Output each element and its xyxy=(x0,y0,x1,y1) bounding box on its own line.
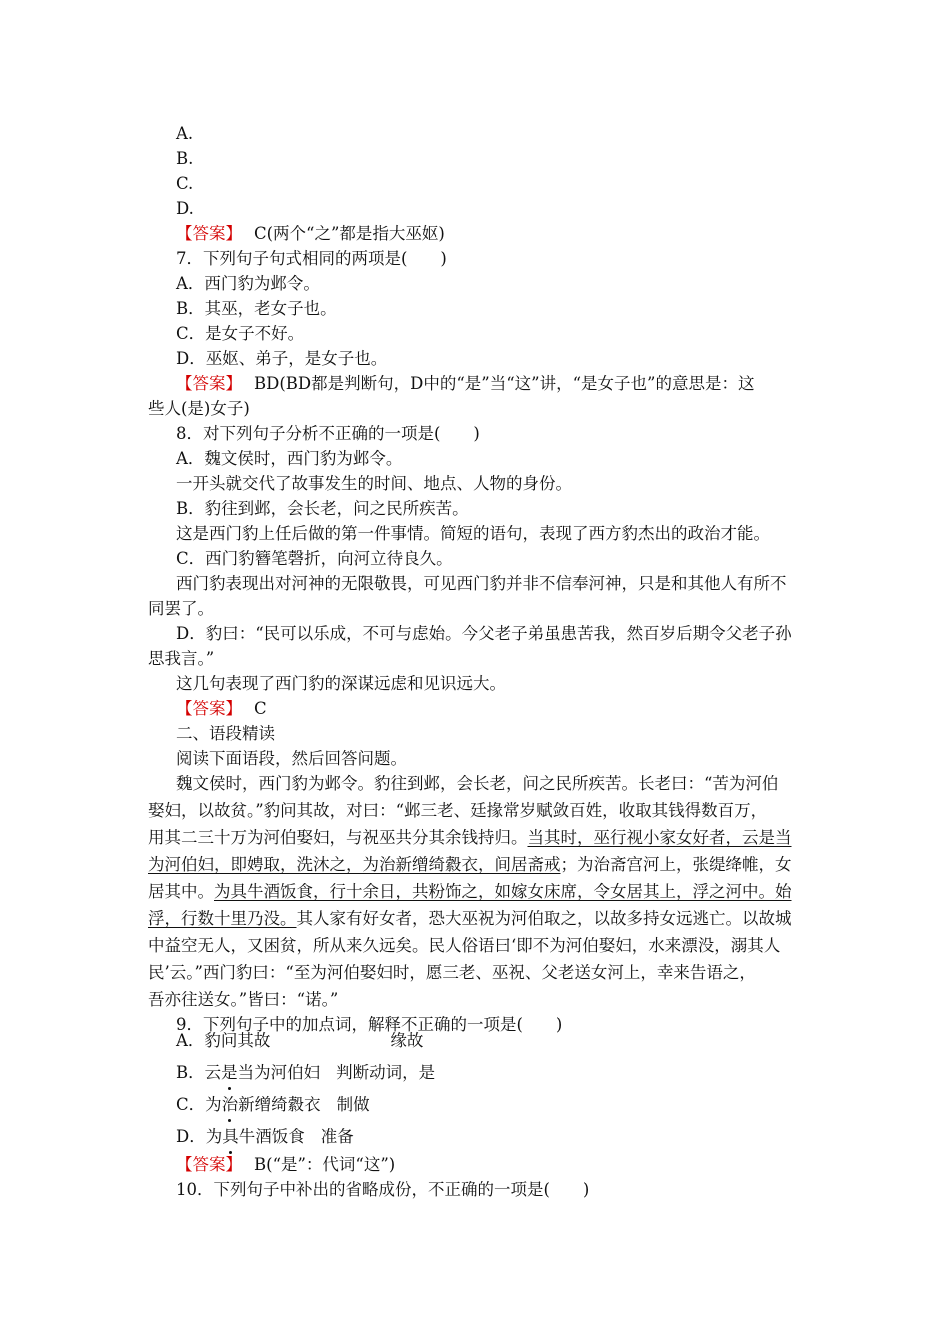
underlined-sentence: 浮，行数十里乃没。 xyxy=(148,909,297,928)
passage-line: 魏文侯时，西门豹为邺令。豹往到邺，会长老，问之民所疾苦。长老曰：“苦为河伯 xyxy=(176,774,779,793)
dotted-word: 具 xyxy=(222,1124,239,1149)
passage-line xyxy=(148,879,792,904)
option-gloss: 制做 xyxy=(336,1095,370,1114)
passage-line: 民’云。”西门豹曰：“至为河伯娶妇时，愿三老、巫祝、父老送女河上，幸来告语之， xyxy=(148,963,756,982)
dotted-word: 治 xyxy=(222,1092,239,1117)
answer-tag: 【答案】 xyxy=(176,224,242,243)
q9-stem: 9．下列句子中的加点词，解释不正确的一项是( ) xyxy=(176,1015,563,1034)
option-gloss: 缘故 xyxy=(390,1031,424,1050)
q7-option-c: C．是女子不好。 xyxy=(176,324,305,343)
section-instruction: 阅读下面语段，然后回答问题。 xyxy=(176,749,407,768)
answer-tag: 【答案】 xyxy=(176,374,242,393)
passage-line: 吾亦往送女。”皆曰：“诺。” xyxy=(148,990,339,1009)
q6-option-b: B. xyxy=(176,149,194,168)
q6-answer-text: C(两个“之”都是指大巫妪) xyxy=(254,224,445,243)
passage-line xyxy=(148,825,792,850)
option-text: B．云 xyxy=(176,1063,222,1082)
option-text: 当为河伯妇 xyxy=(237,1063,321,1082)
passage-line xyxy=(148,906,792,931)
option-text: 牛酒饭食 xyxy=(238,1127,305,1146)
q7-answer-cont: 些人(是)女子) xyxy=(148,399,250,418)
q7-stem: 7．下列句子句式相同的两项是( ) xyxy=(176,249,447,268)
answer-tag: 【答案】 xyxy=(176,1155,242,1174)
q9-answer xyxy=(176,1152,395,1177)
passage-text: 用其二三十万为河伯娶妇，与祝巫共分其余钱持归。 xyxy=(148,828,528,847)
option-text: 故 xyxy=(253,1031,271,1050)
q7-option-a: A．西门豹为邺令。 xyxy=(176,274,320,293)
q6-option-c: C. xyxy=(176,174,194,193)
section-title: 二、语段精读 xyxy=(176,724,275,743)
q8-option-a: A．魏文侯时，西门豹为邺令。 xyxy=(176,449,403,468)
q8-option-c-note-cont: 同罢了。 xyxy=(148,599,214,618)
answer-tag: 【答案】 xyxy=(176,699,242,718)
q6-option-d: D. xyxy=(176,199,194,218)
option-gloss: 判断动词，是 xyxy=(336,1063,436,1082)
q8-answer-text: C xyxy=(254,699,267,718)
q7-answer-text: BD(BD都是判断句，D中的“是”当“这”讲，“是女子也”的意思是：这 xyxy=(254,374,755,393)
passage-line: 娶妇，以故贫。”豹问其故，对曰：“邺三老、廷掾常岁赋敛百姓，收取其钱得数百万， xyxy=(148,801,768,820)
underlined-sentence: 为具牛酒饭食，行十余日，共粉饰之，如嫁女床席，令女居其上，浮之河中。 xyxy=(214,882,775,901)
q8-option-c-note: 西门豹表现出对河神的无限敬畏，可见西门豹并非不信奉河神，只是和其他人有所不 xyxy=(176,574,787,593)
option-text: D．为 xyxy=(176,1127,223,1146)
q9-answer-text: B(“是”：代词“这”) xyxy=(254,1155,396,1174)
q6-option-a: A. xyxy=(176,124,194,143)
passage-line xyxy=(148,852,792,877)
underlined-sentence: 始 xyxy=(775,882,792,901)
passage-line: 中益空无人，又困贫，所从来久远矣。民人俗语曰‘即不为河伯娶妇，水来漂没，溺其人 xyxy=(148,936,781,955)
q8-option-c: C．西门豹簪笔磬折，向河立待良久。 xyxy=(176,549,453,568)
q8-option-d-note: 这几句表现了西门豹的深谋远虑和见识远大。 xyxy=(176,674,506,693)
q7-answer xyxy=(176,371,755,396)
q8-option-b-note: 这是西门豹上任后做的第一件事情。简短的语句，表现了西方豹杰出的政治才能。 xyxy=(176,524,770,543)
q7-option-d: D．巫妪、弟子，是女子也。 xyxy=(176,349,388,368)
q9-option-b xyxy=(176,1060,435,1085)
q9-option-c xyxy=(176,1092,370,1117)
q8-stem: 8．对下列句子分析不正确的一项是( ) xyxy=(176,424,480,443)
option-text: 新缯绮縠衣 xyxy=(238,1095,321,1114)
q9-option-a xyxy=(176,1028,423,1053)
option-gloss: 准备 xyxy=(320,1127,354,1146)
q9-option-d xyxy=(176,1124,354,1149)
underlined-sentence: 为河伯妇，即娉取，洗沐之，为治新缯绮縠衣，间居斋戒 xyxy=(148,855,561,874)
q8-option-a-note: 一开头就交代了故事发生的时间、地点、人物的身份。 xyxy=(176,474,572,493)
passage-text: ；为治斋宫河上，张缇绛帷，女 xyxy=(560,855,792,874)
option-text: A．豹问其 xyxy=(176,1031,254,1050)
passage-text: 居其中。 xyxy=(148,882,214,901)
q6-answer xyxy=(176,221,445,246)
option-text: C．为 xyxy=(176,1095,222,1114)
q8-option-d: D．豹曰：“民可以乐成，不可与虑始。今父老子弟虽患苦我，然百岁后期令父老子孙 xyxy=(176,624,792,643)
q8-option-b: B．豹往到邺，会长老，问之民所疾苦。 xyxy=(176,499,469,518)
q10-stem: 10．下列句子中补出的省略成份，不正确的一项是( ) xyxy=(176,1180,590,1199)
underlined-sentence: 当其时，巫行视小家女好者，云是当 xyxy=(527,828,792,847)
q7-option-b: B．其巫，老女子也。 xyxy=(176,299,337,318)
passage-text: 其人家有好女者，恐大巫祝为河伯取之，以故多持女远逃亡。以故城 xyxy=(296,909,792,928)
q8-answer xyxy=(176,696,267,721)
dotted-word: 是 xyxy=(221,1060,238,1085)
q8-option-d-cont: 思我言。” xyxy=(148,649,215,668)
